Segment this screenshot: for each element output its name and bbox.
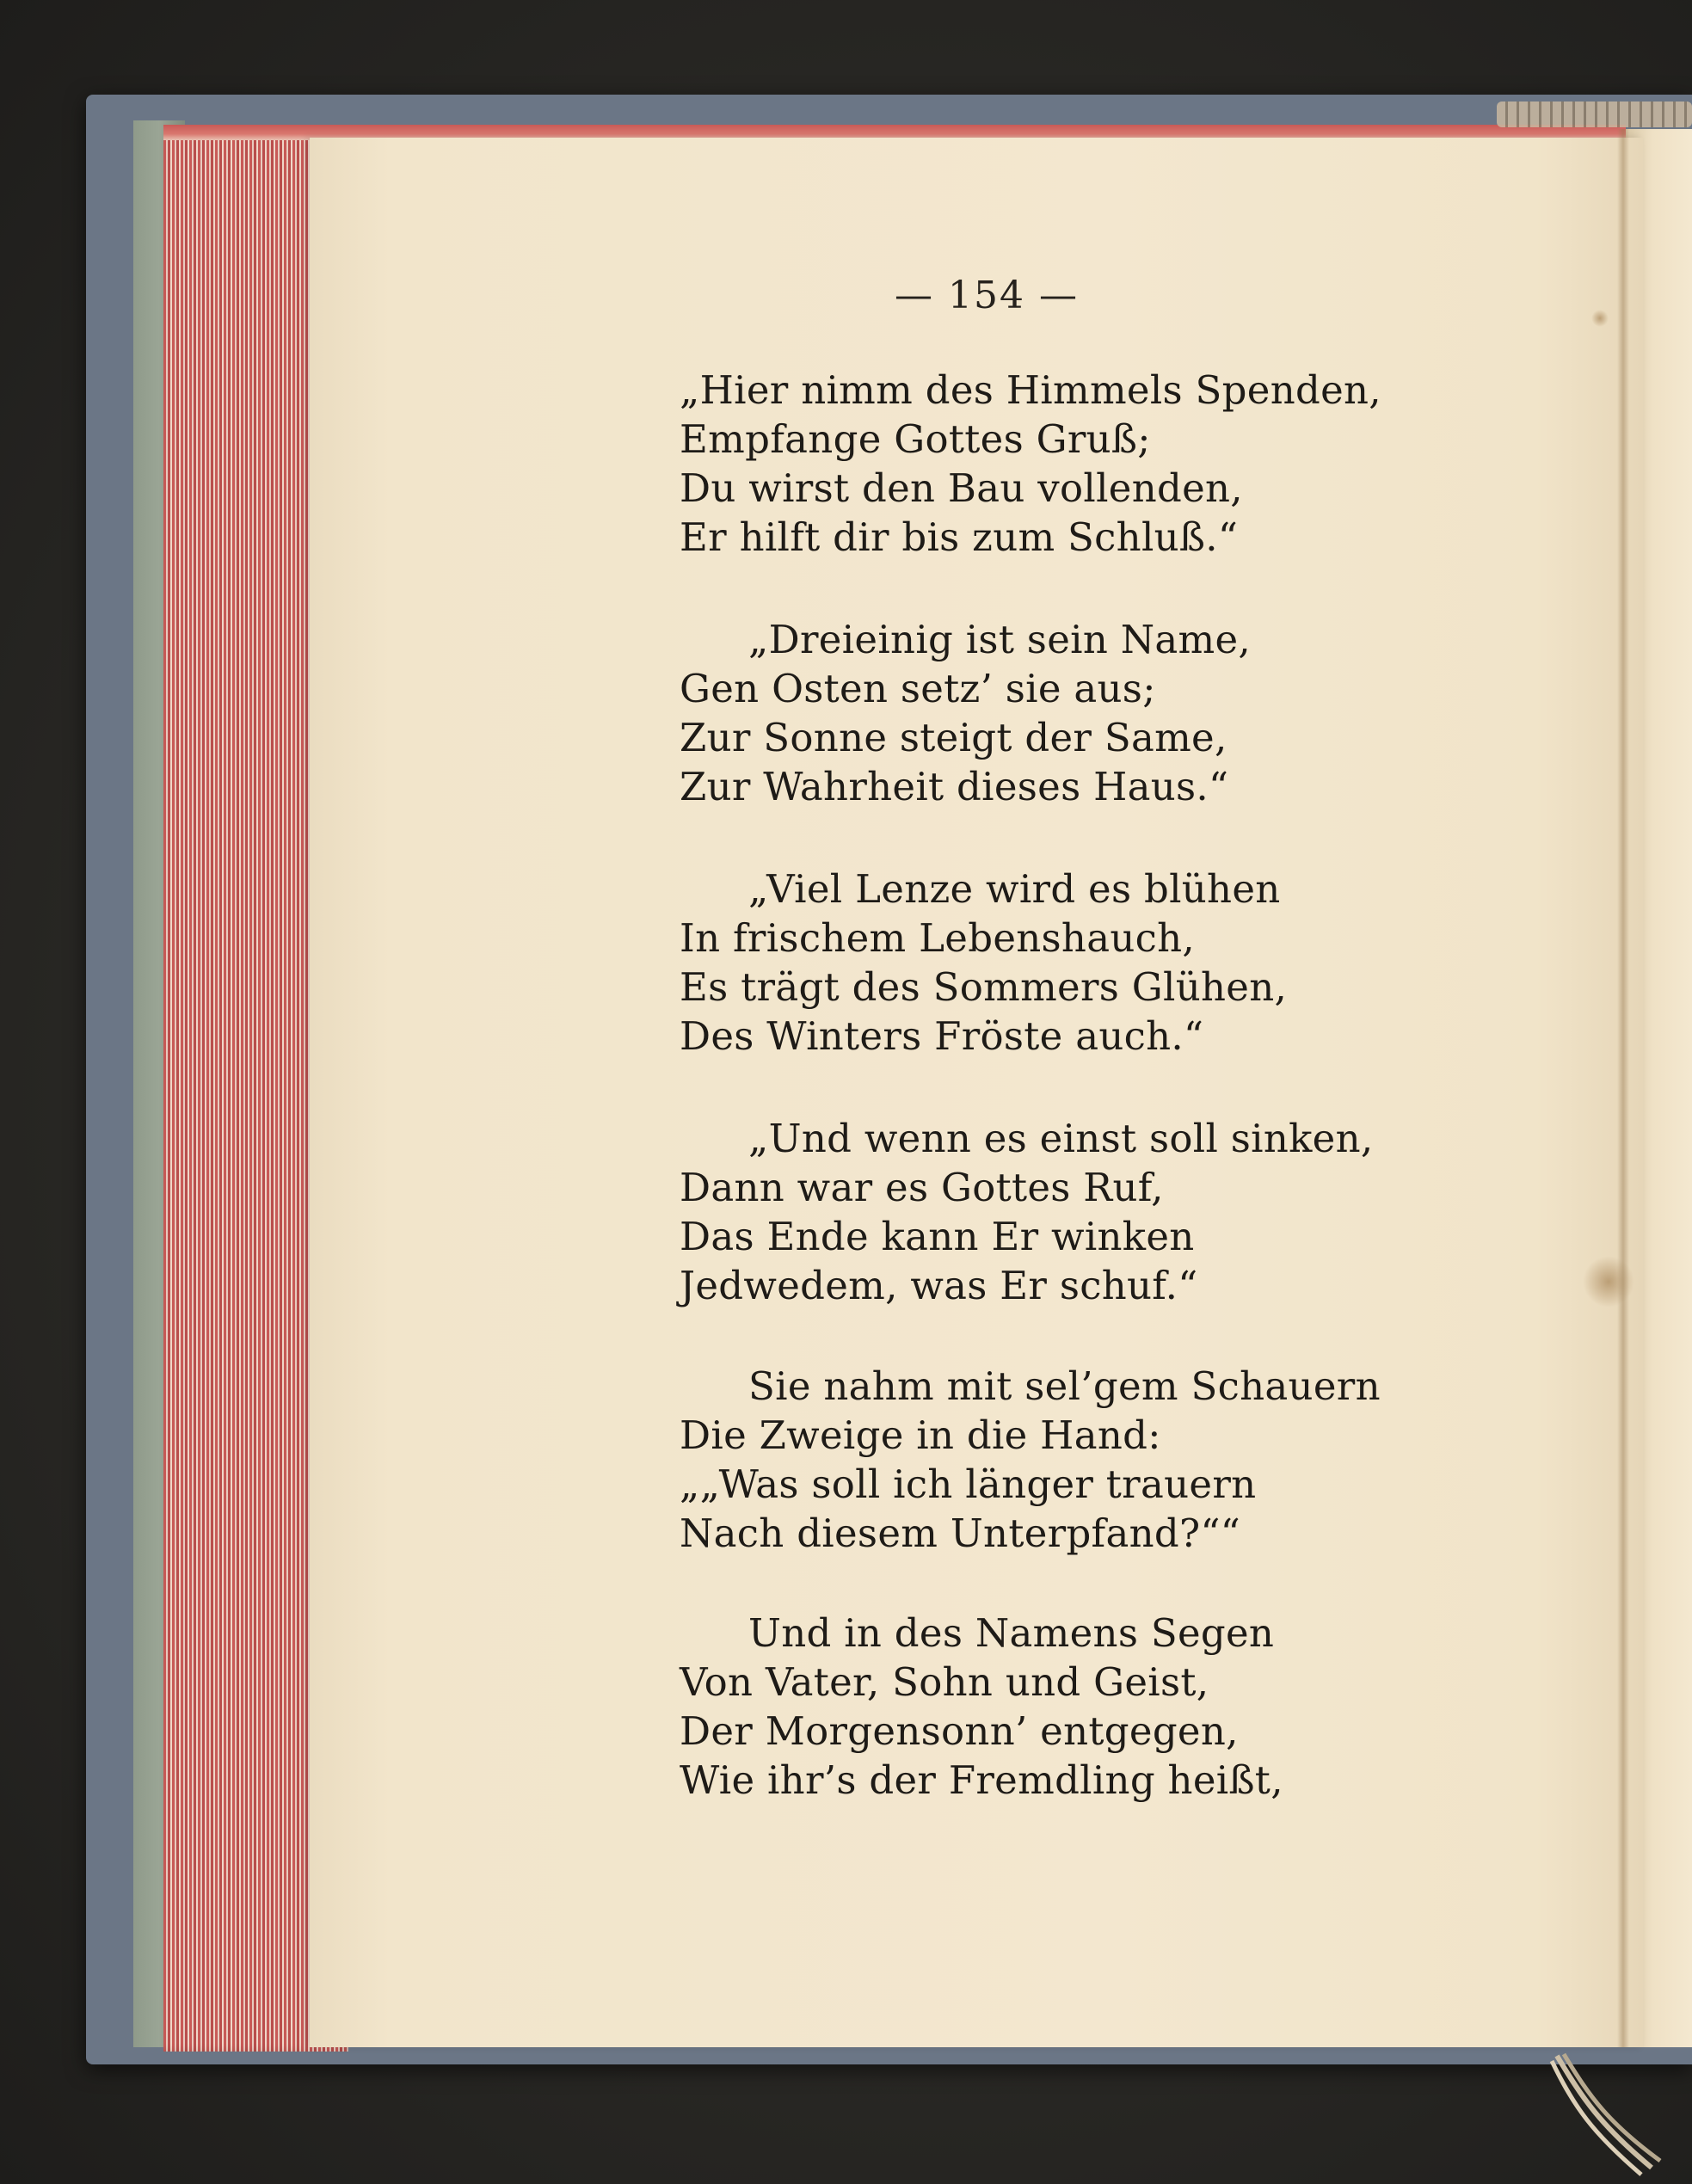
book-gutter: [1617, 129, 1629, 2047]
page-number: — 154 —: [895, 274, 1079, 317]
verse-line: Wie ihr’s der Fremdling heißt,: [680, 1757, 1283, 1803]
bookmark-thread: [1540, 2047, 1669, 2176]
verse-line: Der Morgensonn’ entgegen,: [680, 1708, 1239, 1754]
verse-line: Nach diesem Unterpfand?““: [680, 1510, 1241, 1556]
verse-line: Du wirst den Bau vollenden,: [680, 465, 1243, 511]
stanza: [680, 864, 1540, 1061]
verse-line: Das Ende kann Er winken: [680, 1214, 1195, 1259]
stanza: [680, 615, 1540, 811]
verse-line: Des Winters Fröste auch.“: [680, 1013, 1204, 1059]
stanza: [680, 1114, 1540, 1310]
verse-line: Empfange Gottes Gruß;: [680, 416, 1151, 462]
verse-line: „Viel Lenze wird es blühen: [748, 866, 1281, 912]
verse-line: Und in des Namens Segen: [748, 1610, 1275, 1656]
verse-line: „Dreieinig ist sein Name,: [748, 617, 1252, 662]
verse-line: Zur Wahrheit dieses Haus.“: [680, 764, 1229, 809]
verse-line: Zur Sonne steigt der Same,: [680, 715, 1227, 760]
stanza: [680, 1362, 1540, 1558]
verse-line: Dann war es Gottes Ruf,: [680, 1165, 1164, 1210]
verse-line: Sie nahm mit sel’gem Schauern: [748, 1363, 1381, 1409]
verse-line: Von Vater, Sohn und Geist,: [680, 1659, 1209, 1705]
verse-line: Er hilft dir bis zum Schluß.“: [680, 514, 1239, 560]
verse-line: „Hier nimm des Himmels Spenden,: [680, 367, 1381, 413]
verse-line: „Und wenn es einst soll sinken,: [748, 1116, 1374, 1161]
verse-line: Gen Osten setz’ sie aus;: [680, 666, 1156, 711]
foxing-spot: [1591, 310, 1609, 327]
verse-line: Es trägt des Sommers Glühen,: [680, 964, 1288, 1010]
verse-line: Jedwedem, was Er schuf.“: [680, 1263, 1198, 1308]
verse-line: In frischem Lebenshauch,: [680, 915, 1196, 961]
binding-stitch: [1497, 102, 1692, 127]
verse-line: „„Was soll ich länger trauern: [680, 1461, 1257, 1507]
stanza: [680, 1609, 1540, 1805]
stanza: [680, 366, 1540, 562]
verse-line: Die Zweige in die Hand:: [680, 1412, 1161, 1458]
